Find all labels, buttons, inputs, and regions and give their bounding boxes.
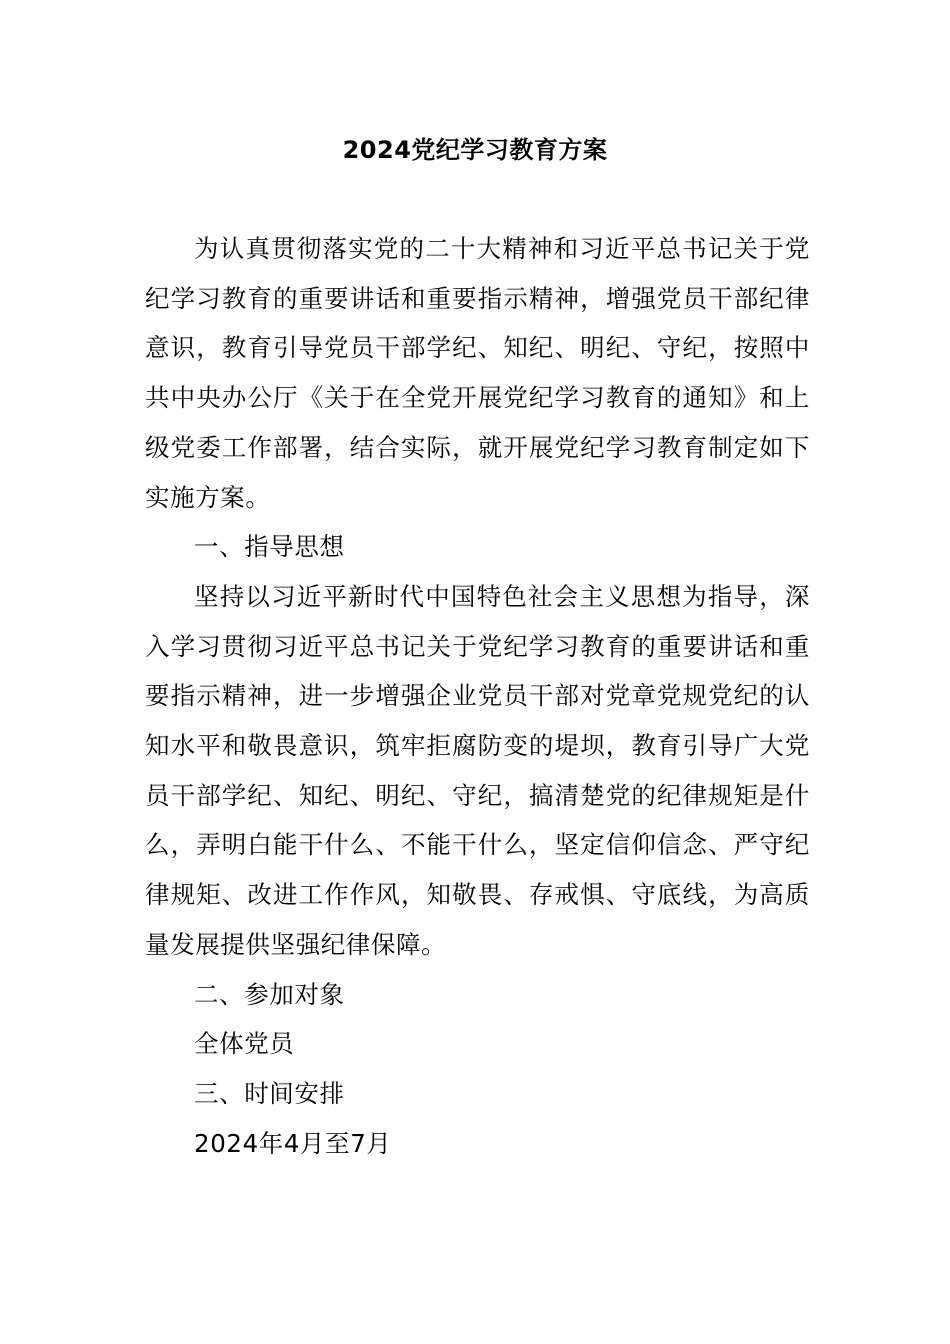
document-body	[145, 224, 810, 1168]
intro-paragraph: 为认真贯彻落实党的二十大精神和习近平总书记关于党纪学习教育的重要讲话和重要指示精神，增强党员干部纪律意识，教育引导党员干部学纪、知纪、明纪、守纪，按照中共中央办公厅《关于在全党开展党纪学习教育的通知》和上级党委工作部署，结合实际，就开展党纪学习教育制定如下实施方案。	[145, 234, 810, 512]
section-heading-guiding-ideology: 一、指导思想	[194, 532, 345, 562]
document-title: 2024党纪学习教育方案	[342, 136, 608, 164]
participants-paragraph: 全体党员	[194, 1029, 295, 1059]
schedule-paragraph: 2024年4月至7月	[194, 1128, 392, 1158]
section-heading-participants: 二、参加对象	[194, 979, 345, 1009]
guiding-ideology-paragraph: 坚持以习近平新时代中国特色社会主义思想为指导，深入学习贯彻习近平总书记关于党纪学习教育的重要讲话和重要指示精神，进一步增强企业党员干部对党章党规党纪的认知水平和敬畏意识，筑牢拒腐防变的堤坝，教育引导广大党员干部学纪、知纪、明纪、守纪，搞清楚党的纪律规矩是什么，弄明白能干什么、不能干什么，坚定信仰信念、严守纪律规矩、改进工作作风，知敬畏、存戒惧、守底线，为高质量发展提供坚强纪律保障。	[145, 581, 810, 959]
section-heading-schedule: 三、时间安排	[194, 1078, 345, 1108]
